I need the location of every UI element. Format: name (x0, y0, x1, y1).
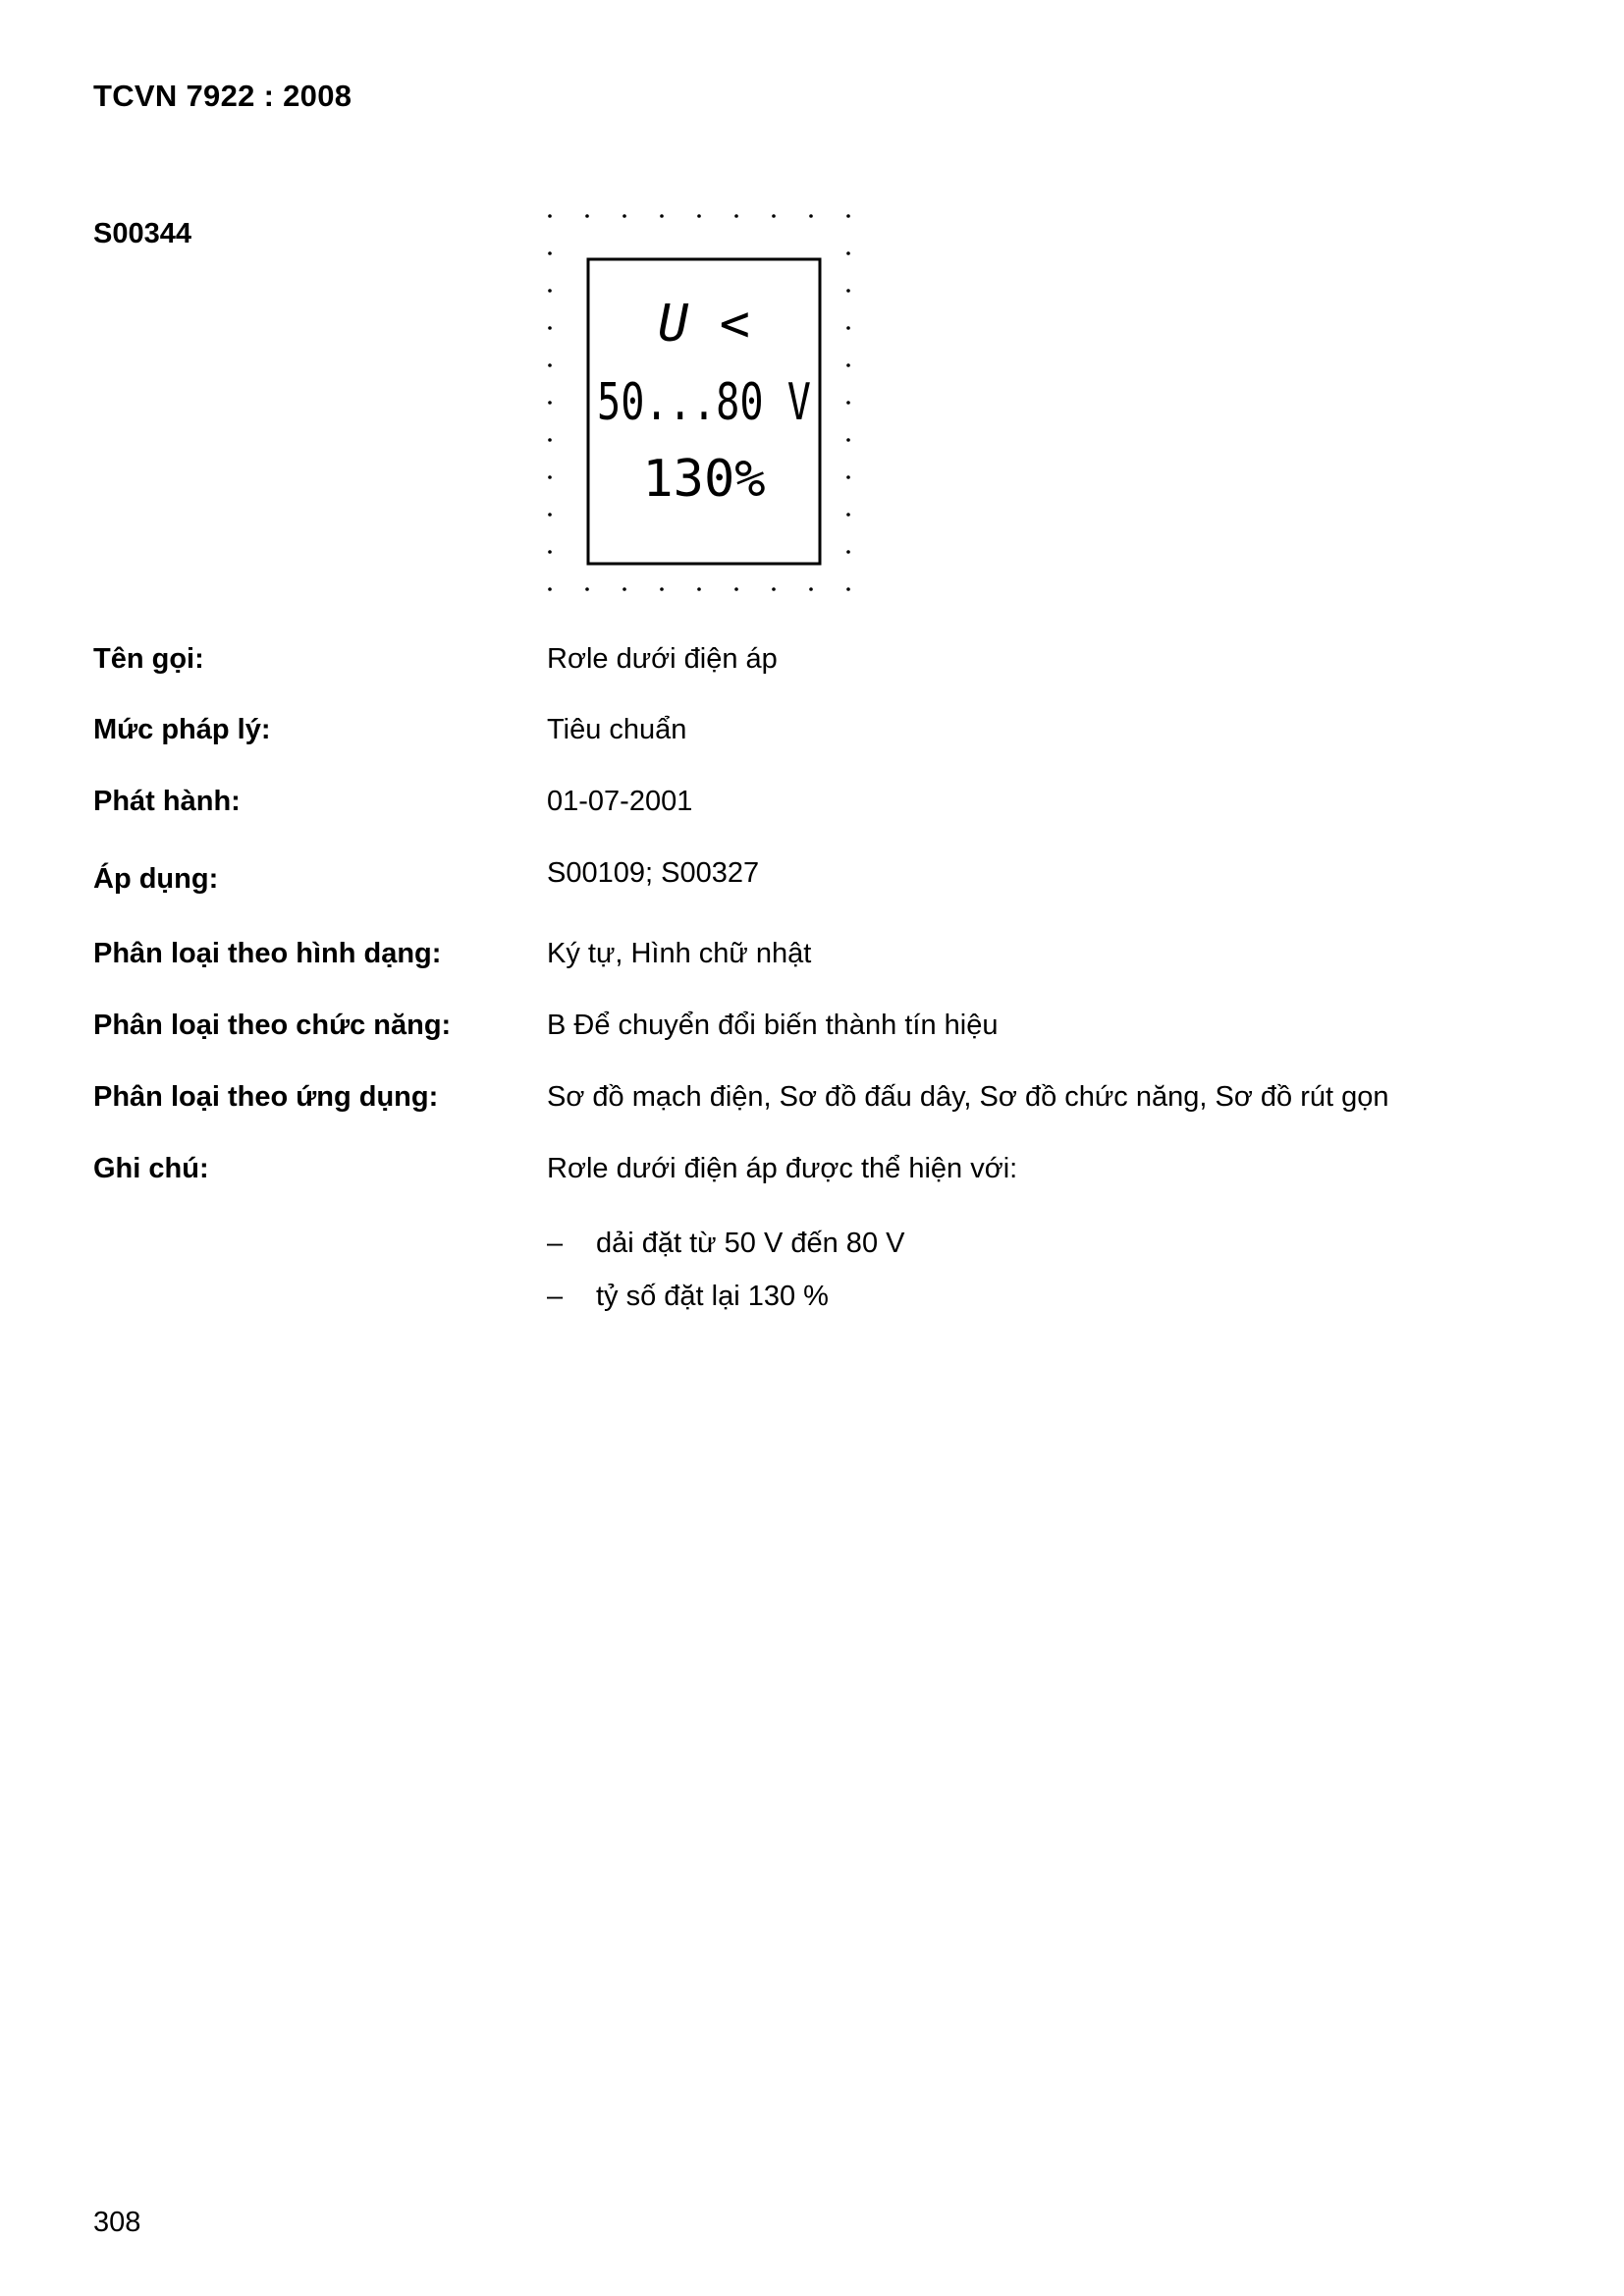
grid-dot (772, 587, 776, 591)
grid-dot (548, 289, 552, 293)
note-text: tỷ số đặt lại 130 % (596, 1281, 829, 1312)
symbol-line-3: 130% (642, 450, 766, 509)
note-dash: – (547, 1228, 564, 1259)
field-value: Rơle dưới điện áp (547, 643, 778, 675)
grid-dot (809, 587, 813, 591)
field-label: Tên gọi: (93, 643, 204, 675)
grid-dot (697, 214, 701, 218)
grid-dot (846, 513, 850, 517)
relay-symbol-figure (542, 208, 876, 621)
field-label: Phân loại theo chức năng: (93, 1010, 452, 1041)
field-value: Tiêu chuẩn (547, 714, 687, 745)
grid-dot (548, 401, 552, 405)
field-label: Phân loại theo hình dạng: (93, 938, 442, 969)
grid-dot (548, 513, 552, 517)
field-value: Rơle dưới điện áp được thể hiện với: (547, 1153, 1018, 1184)
grid-dot (548, 587, 552, 591)
grid-dot (734, 587, 738, 591)
field-label: Áp dụng: (93, 863, 219, 895)
grid-dot (846, 289, 850, 293)
grid-dot (623, 214, 626, 218)
symbol-line-2: 50...80 V (597, 373, 811, 432)
page-number: 308 (93, 2207, 141, 2238)
note-text: dải đặt từ 50 V đến 80 V (596, 1228, 905, 1259)
grid-dot (772, 214, 776, 218)
standard-header: TCVN 7922 : 2008 (93, 79, 352, 113)
grid-dot (585, 214, 589, 218)
grid-dot (846, 251, 850, 255)
grid-dot (660, 214, 664, 218)
field-label: Phân loại theo ứng dụng: (93, 1081, 439, 1113)
grid-dot (846, 587, 850, 591)
field-label: Phát hành: (93, 786, 241, 817)
grid-dot (548, 550, 552, 554)
grid-dot (846, 214, 850, 218)
field-label: Mức pháp lý: (93, 714, 271, 745)
grid-dot (548, 438, 552, 442)
grid-dot (809, 214, 813, 218)
grid-dot (548, 475, 552, 479)
grid-dot (846, 550, 850, 554)
grid-dot (846, 475, 850, 479)
grid-dot (846, 363, 850, 367)
grid-dot (846, 438, 850, 442)
field-value: Ký tự, Hình chữ nhật (547, 938, 812, 969)
field-value: Sơ đồ mạch điện, Sơ đồ đấu dây, Sơ đồ chức năng, Sơ đồ rút gọn (547, 1081, 1389, 1113)
grid-dot (548, 251, 552, 255)
grid-dot (548, 326, 552, 330)
grid-dot (548, 363, 552, 367)
grid-dot (623, 587, 626, 591)
field-value: S00109; S00327 (547, 857, 760, 889)
grid-dot (697, 587, 701, 591)
grid-dot (660, 587, 664, 591)
field-label: Ghi chú: (93, 1153, 209, 1184)
grid-dot (846, 326, 850, 330)
note-dash: – (547, 1281, 564, 1312)
field-value: 01-07-2001 (547, 786, 693, 817)
field-value: B Để chuyển đổi biến thành tín hiệu (547, 1010, 999, 1041)
symbol-line-1: U < (658, 295, 750, 354)
grid-dot (548, 214, 552, 218)
symbol-id: S00344 (93, 218, 191, 249)
grid-dot (585, 587, 589, 591)
grid-dot (846, 401, 850, 405)
grid-dot (734, 214, 738, 218)
